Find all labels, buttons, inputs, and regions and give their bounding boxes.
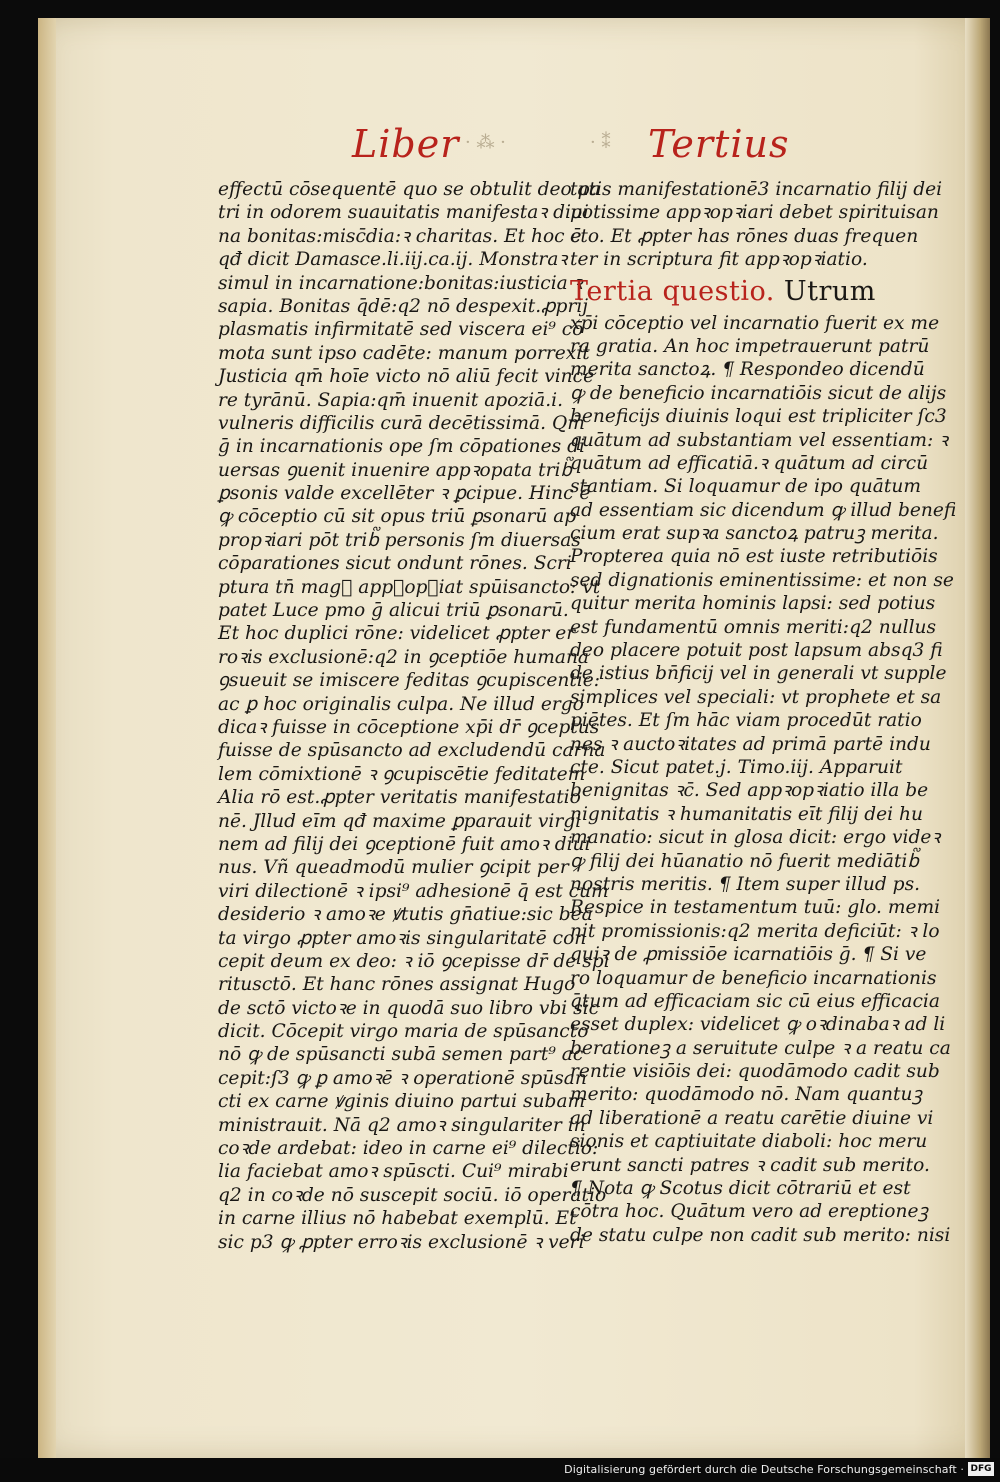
- text-line: ptura tn̄ mag᷑ appꝛopꝛiat spūisancto: vt: [218, 576, 601, 598]
- question-heading: [570, 274, 915, 310]
- text-column-right: [570, 178, 957, 1247]
- text-line: Propterea quia nō est iuste retributiōis: [570, 546, 938, 568]
- text-line: desiderio ꝛ amoꝛe ꝟtutis gn̄atiue:sic bea: [218, 904, 593, 926]
- text-line: lem cōmixtionē ꝛ ꝯcupiscētie feditatem: [218, 763, 586, 785]
- text-line: cti ex carne ꝟginis diuino partui subam: [218, 1091, 586, 1113]
- text-line: ¶ Nota ꝙ Scotus dicit cōtrariū et est: [570, 1178, 911, 1200]
- text-line: sed dignationis eminentissime: et non se: [570, 569, 954, 591]
- text-line: xp̄i cōceptio vel incarnatio fuerit ex me: [570, 312, 940, 334]
- text-line: est fundamentū omnis meriti:q2 nullus: [570, 616, 937, 638]
- text-line: ac ꝑ hoc originalis culpa. Ne illud ergo: [218, 693, 584, 715]
- right-column-bottom-block: [570, 312, 957, 1248]
- text-line: de sctō victoꝛe in quodā suo libro vbi sic: [218, 997, 599, 1019]
- text-line: na bonitas:misc̄dia:ꝛ charitas. Et hoc ē: [218, 225, 582, 247]
- text-line: cte. Sicut patet.j. Timo.iij. Apparuit: [570, 756, 903, 778]
- text-line: ꝙ filij dei hūanatio nō fuerit mediātib᷑: [570, 850, 919, 872]
- text-line: ta virgo ꝓpter amoꝛis singularitatē con: [218, 927, 587, 949]
- text-line: ter in scriptura fit appꝛopꝛiatio.: [570, 249, 868, 271]
- text-line: piētes. Et ſm hāc viam procedūt ratio: [570, 710, 922, 732]
- text-line: sionis et captiuitate diaboli: hoc meru: [570, 1131, 928, 1153]
- running-head-right: [648, 122, 789, 166]
- text-column-left: [218, 178, 610, 1254]
- leaf-right-edge: [965, 18, 990, 1458]
- text-line: quātum ad efficatiā.ꝛ quātum ad circū: [570, 452, 929, 474]
- text-line: in carne illius nō habebat exemplū. Et: [218, 1208, 577, 1230]
- text-line: Respice in testamentum tuū: glo. memi: [570, 897, 941, 919]
- text-line: quātum ad substantiam vel essentiam: ꝛ: [570, 429, 948, 451]
- running-head-right-text: Tertius: [648, 122, 790, 166]
- text-line: dicaꝛ fuisse in cōceptione xp̄i dr̄ ꝯceptus: [218, 716, 600, 738]
- text-line: nus. Vñ queadmodū mulier ꝯcipit per: [218, 857, 569, 879]
- text-line: benignitas ꝛc̄. Sed appꝛopꝛiatio illa be: [570, 780, 929, 802]
- show-through-mark: · ⁑: [590, 132, 611, 153]
- text-line: cium erat supꝛa sanctoꝝ patruꝫ merita.: [570, 523, 939, 545]
- text-line: de istius bn̄ficij vel in generali vt supple: [570, 663, 947, 685]
- text-line: ra gratia. An hoc impetrauerunt patrū: [570, 335, 930, 357]
- question-heading-red: Tertia questio.: [570, 275, 775, 307]
- text-line: esset duplex: videlicet ꝙ oꝛdinabaꝛ ad li: [570, 1014, 946, 1036]
- text-line: ꝯsueuit se imiscere feditas ꝯcupiscentie:: [218, 670, 601, 692]
- text-line: de statu culpe non cadit sub merito: nisi: [570, 1224, 951, 1246]
- text-line: rentie visiōis dei: quodāmodo cadit sub: [570, 1061, 940, 1083]
- leaf-left-edge: [38, 18, 56, 1458]
- text-line: cōparationes sicut ondunt rōnes. Scri: [218, 553, 572, 575]
- text-line: nem ad filij dei ꝯceptionē fuit amoꝛ diui: [218, 833, 591, 855]
- right-column-top-block: [570, 178, 943, 272]
- text-line: stantiam. Si loquamur de ipo quātum: [570, 476, 921, 498]
- text-line: nit promissionis:q2 merita deficiūt: ꝛ lo: [570, 920, 940, 942]
- text-line: nostris meritis. ¶ Item super illud ps.: [570, 873, 921, 895]
- text-line: ad liberationē a reatu carētie diuine vi: [570, 1107, 934, 1129]
- text-line: simul in incarnatione:bonitas:iusticia ꝛ: [218, 272, 583, 294]
- text-line: sic p3 ꝙ ꝓpter erroꝛis exclusionē ꝛ veri: [218, 1231, 585, 1253]
- text-line: potissime appꝛopꝛiari debet spirituisan: [570, 202, 939, 224]
- running-head-left: [352, 122, 459, 166]
- text-line: Justicia qm̄ hoīe victo nō aliū fecit vince: [218, 366, 595, 388]
- text-line: uersas ꝯuenit inuenire appꝛopata trib᷑: [218, 459, 572, 481]
- text-line: tri in odorem suauitatis manifestaꝛ diui: [218, 202, 589, 224]
- text-line: nē. Jllud eīm qđ maxime ꝑparauit virgi: [218, 810, 582, 832]
- text-line: tatis manifestationē3 incarnatio filij dei: [570, 179, 943, 200]
- dfg-logo: DFG: [968, 1462, 994, 1476]
- text-line: merito: quodāmodo nō. Nam quantuꝫ: [570, 1084, 922, 1106]
- text-line: erunt sancti patres ꝛ cadit sub merito.: [570, 1154, 930, 1176]
- text-line: cepit deum ex deo: ꝛ iō ꝯcepisse dr̄ de spi: [218, 950, 610, 972]
- text-line: qđ dicit Damasce.li.iij.ca.ij. Monstraꝛ: [218, 249, 568, 271]
- text-line: coꝛde ardebat: ideo in carne ei⁹ dilectio:: [218, 1138, 599, 1160]
- text-line: q2 in coꝛde nō suscepit sociū. iō operatio: [218, 1184, 607, 1206]
- text-line: ꝑsonis valde excellēter ꝛ ꝑcipue. Hinc ē: [218, 483, 591, 505]
- text-line: simplices vel speciali: vt prophete et sa: [570, 686, 942, 708]
- text-line: ꝙ de beneficio incarnatiōis sicut de alijs: [570, 382, 947, 404]
- text-line: nignitatis ꝛ humanitatis eīt filij dei hu: [570, 803, 923, 825]
- text-line: ad essentiam sic dicendum ꝙ illud benefi: [570, 499, 957, 521]
- show-through-mark: · ⁂ ·: [465, 132, 506, 153]
- text-line: beneficijs diuinis loqui est tripliciter ſc3: [570, 406, 947, 428]
- text-line: lia faciebat amoꝛ spūscti. Cui⁹ mirabi: [218, 1161, 569, 1183]
- text-line: quitur merita hominis lapsi: sed potius: [570, 593, 936, 615]
- text-line: Et hoc duplici rōne: videlicet ꝓpter er: [218, 623, 576, 645]
- text-line: effectū cōsequentē quo se obtulit deo pa: [218, 179, 601, 200]
- text-line: viri dilectionē ꝛ ipsi⁹ adhesionē q̄ est cum: [218, 880, 609, 902]
- question-heading-black: Utrum: [774, 275, 876, 307]
- text-line: cōtra hoc. Quātum vero ad ereptioneꝫ: [570, 1201, 928, 1223]
- digitization-credit: Digitalisierung gefördert durch die Deutsche Forschungsgemeinschaft ·: [564, 1463, 964, 1476]
- text-line: q̄tum ad efficaciam sic cū eius efficacia: [570, 990, 940, 1012]
- text-line: deo placere potuit post lapsum absq3 fi: [570, 640, 943, 662]
- text-line: quiꝛ de ꝓmissiōe icarnatiōis ḡ. ¶ Si ve: [570, 944, 927, 966]
- text-line: roꝛis exclusionē:q2 in ꝯceptiōe humana: [218, 646, 590, 668]
- text-line: fuisse de spūsancto ad excludendū carna: [218, 740, 606, 762]
- text-line: berationeꝫ a seruitute culpe ꝛ a reatu ca: [570, 1037, 951, 1059]
- text-line: nō ꝙ de spūsancti subā semen part⁹ ac: [218, 1044, 584, 1066]
- text-line: re tyrānū. Sapia:qm̄ inuenit apoziā.i.: [218, 389, 563, 411]
- text-line: nes ꝛ auctoꝛitates ad primā partē indu: [570, 733, 931, 755]
- text-line: ḡ in incarnationis ope ſm cōpationes di: [218, 436, 585, 458]
- text-line: cto. Et ꝓpter has rōnes duas frequen: [570, 225, 919, 247]
- text-line: dicit. Cōcepit virgo maria de spūsancto: [218, 1021, 589, 1043]
- text-line: merita sanctoꝝ. ¶ Respondeo dicendū: [570, 359, 925, 381]
- text-line: sapia. Bonitas q̄dē:q2 nō despexit.ꝓprij: [218, 295, 589, 317]
- text-line: Alia rō est.ꝓpter veritatis manifestatio: [218, 787, 581, 809]
- text-line: cepit:ſ3 ꝙ ꝑ amoꝛē ꝛ operationē spūsan: [218, 1067, 587, 1089]
- running-head-left-text: Liber: [352, 122, 460, 166]
- text-line: ꝙ cōceptio cū sit opus triū ꝑsonarū ap: [218, 506, 577, 528]
- text-line: manatio: sicut in glosa dicit: ergo videꝛ: [570, 827, 941, 849]
- text-line: plasmatis infirmitatē sed viscera ei⁹ cō: [218, 319, 584, 341]
- text-line: propꝛiari pōt trib᷑ personis ſm diuersas: [218, 529, 581, 551]
- text-line: ministrauit. Nā q2 amoꝛ singulariter in: [218, 1114, 586, 1136]
- text-line: mota sunt ipso cadēte: manum porrexit: [218, 342, 590, 364]
- text-line: ritusctō. Et hanc rōnes assignat Hugo: [218, 974, 576, 996]
- text-line: ro loquamur de beneficio incarnationis: [570, 967, 937, 989]
- text-line: vulneris difficilis curā decētissimā. Qm̄: [218, 412, 585, 434]
- text-line: patet Luce pmo ḡ alicui triū ꝑsonarū.: [218, 600, 569, 622]
